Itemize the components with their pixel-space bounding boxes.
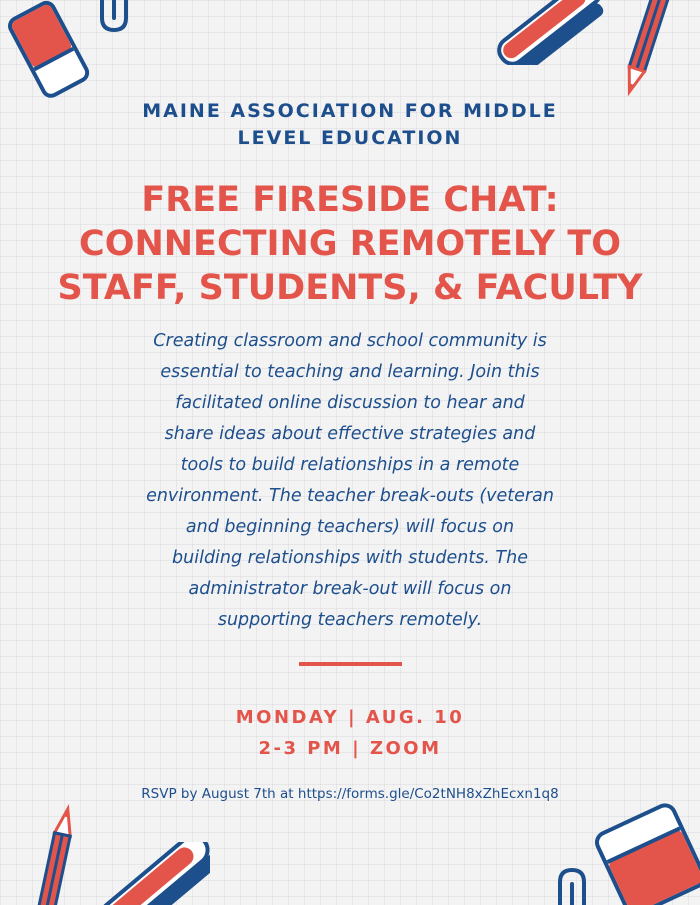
event-date: MONDAY | AUG. 10 xyxy=(235,707,465,728)
title-line: FREE FIRESIDE CHAT: xyxy=(141,180,559,220)
event-details xyxy=(0,702,700,764)
rsvp-text: RSVP by August 7th at https://forms.gle/Co2tNH8xZhEcxn1q8 xyxy=(141,786,559,802)
description-line: environment. The teacher break-outs (veteran xyxy=(146,486,554,506)
title-line: STAFF, STUDENTS, & FACULTY xyxy=(57,268,643,308)
divider xyxy=(299,662,402,666)
event-title xyxy=(0,178,700,310)
org-line: LEVEL EDUCATION xyxy=(237,127,463,149)
organization-name xyxy=(0,98,700,152)
org-line: MAINE ASSOCIATION FOR MIDDLE xyxy=(142,100,558,122)
event-time-place: 2-3 PM | ZOOM xyxy=(258,738,442,759)
event-description xyxy=(100,326,600,636)
description-line: Creating classroom and school community is xyxy=(153,331,547,351)
paperclip-icon xyxy=(550,860,595,905)
description-line: tools to build relationships in a remote xyxy=(180,455,520,475)
eraser-icon xyxy=(0,0,100,105)
pencil-icon xyxy=(28,800,88,905)
description-line: essential to teaching and learning. Join this xyxy=(160,362,540,382)
description-line: share ideas about effective strategies and xyxy=(164,424,536,444)
paperclip-icon xyxy=(92,0,142,40)
eraser-icon xyxy=(590,800,700,905)
description-line: supporting teachers remotely. xyxy=(217,610,483,630)
stapler-icon xyxy=(95,842,210,905)
pencil-icon xyxy=(615,0,670,100)
stapler-icon xyxy=(495,0,605,65)
title-line: CONNECTING REMOTELY TO xyxy=(79,224,621,264)
description-line: facilitated online discussion to hear and xyxy=(175,393,525,413)
description-line: building relationships with students. The xyxy=(172,548,528,568)
description-line: administrator break-out will focus on xyxy=(188,579,512,599)
description-line: and beginning teachers) will focus on xyxy=(185,517,515,537)
